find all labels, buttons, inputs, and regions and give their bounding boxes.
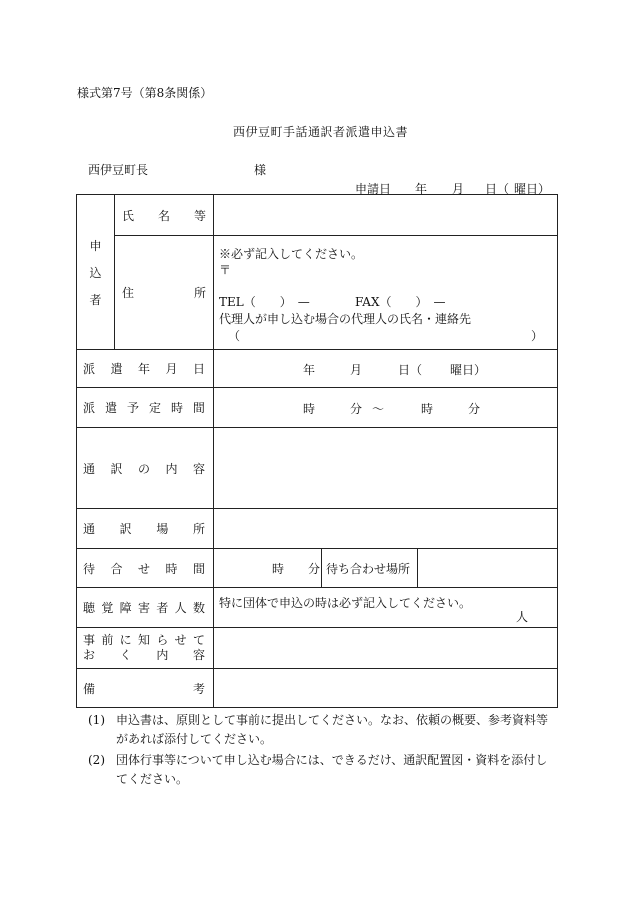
honorific: 様: [254, 163, 267, 177]
meeting-time-label: [77, 549, 214, 588]
prior-char: 前: [101, 633, 114, 647]
dispatch-date-char: 月: [165, 362, 178, 376]
applicant-group-label: [77, 195, 115, 350]
address-input-cell[interactable]: [214, 236, 558, 350]
required-note: ※必ず記入してください。: [219, 247, 364, 261]
form-id: 様式第7号（第8条関係）: [77, 86, 213, 100]
applicant-char: 込: [89, 265, 102, 280]
content-label: [77, 428, 214, 509]
dispatch-time-char: 定: [148, 401, 161, 415]
dispatch-tilde: 〜: [372, 401, 385, 416]
notes: [88, 711, 558, 791]
page-title: 西伊豆町手話通訳者派遣申込書: [233, 125, 409, 139]
meeting-place-label: [322, 549, 418, 588]
prior-char: 事: [83, 633, 96, 647]
name-label-char: 等: [193, 208, 206, 223]
meeting-time-input[interactable]: [214, 549, 322, 588]
prior-char: 内: [156, 648, 169, 662]
address-label-char: 住: [122, 286, 135, 300]
address-label-cell: [115, 236, 214, 350]
proxy-contact-label: 代理人が申し込む場合の代理人の氏名・連絡先: [219, 312, 472, 326]
content-input[interactable]: [214, 428, 558, 509]
dispatch-time-char: 時: [170, 401, 183, 415]
meeting-char: 合: [110, 561, 123, 576]
meeting-hour: 時: [272, 562, 285, 576]
note-number: (2): [88, 753, 105, 767]
place-label: [77, 509, 214, 549]
hearing-count-input[interactable]: [214, 588, 558, 628]
note-number: (1): [88, 713, 105, 727]
meeting-char: 時: [165, 561, 178, 576]
content-char: の: [137, 461, 150, 476]
content-char: 通: [83, 461, 96, 476]
place-input[interactable]: [214, 509, 558, 549]
apply-date-label: 申請日: [355, 182, 392, 196]
dispatch-day: 日（: [398, 362, 423, 377]
hearing-char: 数: [192, 601, 205, 615]
note-text: 申込書は、原則として事前に提出してください。なお、依頼の概要、参考資料等があれば添付してください。: [116, 713, 549, 746]
name-label-cell: [115, 195, 214, 236]
prior-notice-input[interactable]: [214, 628, 558, 669]
note-text: 団体行事等について申し込む場合には、できるだけ、通訳配置図・資料を添付してください。: [116, 753, 548, 786]
remarks-label: [77, 669, 214, 708]
remarks-char: 考: [192, 681, 205, 696]
application-form-table: [76, 194, 558, 708]
applicant-char: 者: [89, 292, 102, 307]
dispatch-date-label: [77, 350, 214, 388]
place-char: 所: [192, 522, 205, 536]
hearing-note: 特に団体で申込の時は必ず記入してください。: [219, 596, 472, 610]
apply-date-year: 年: [415, 182, 428, 196]
meeting-min: 分: [308, 562, 321, 576]
dispatch-time-char: 予: [126, 401, 139, 415]
dispatch-date-char: 派: [83, 362, 96, 376]
remarks-char: 備: [83, 681, 96, 696]
prior-char: 知: [137, 633, 150, 647]
dispatch-time-input[interactable]: [214, 388, 558, 428]
content-char: 内: [165, 461, 178, 476]
dispatch-year: 年: [303, 362, 316, 377]
dispatch-time-char: 遣: [104, 401, 117, 415]
prior-char: ら: [156, 633, 169, 647]
dispatch-month: 月: [350, 362, 363, 377]
dispatch-hour-end: 時: [421, 401, 434, 416]
hearing-char: 人: [174, 601, 187, 615]
applicant-char: 申: [89, 238, 102, 253]
prior-char: お: [83, 648, 96, 662]
prior-char: せ: [174, 633, 187, 647]
address-label-char: 所: [193, 286, 206, 300]
hearing-char: 者: [156, 601, 169, 615]
dispatch-date-char: 日: [192, 362, 205, 376]
name-input-cell[interactable]: [214, 195, 558, 236]
dispatch-min-start: 分: [350, 401, 363, 416]
prior-char: て: [192, 633, 205, 647]
note-item: [88, 711, 558, 749]
place-char: 訳: [119, 522, 132, 536]
dispatch-date-char: 遣: [110, 362, 123, 376]
addressee: 西伊豆町長: [88, 163, 149, 177]
hearing-count-label: [77, 588, 214, 628]
meeting-char: 待: [83, 561, 96, 576]
hearing-char: 障: [119, 601, 132, 615]
proxy-paren-close: ）: [531, 329, 544, 343]
note-item: [88, 751, 558, 789]
dispatch-date-char: 年: [137, 362, 150, 376]
hearing-char: 覚: [101, 601, 114, 615]
prior-char: に: [119, 633, 132, 647]
apply-date-weekday: 曜日）: [514, 182, 551, 196]
prior-char: く: [119, 648, 132, 662]
meeting-char: 間: [192, 561, 205, 576]
dispatch-weekday: 曜日）: [450, 362, 487, 377]
prior-char: 容: [192, 648, 205, 662]
hearing-char: 聴: [83, 601, 96, 615]
content-char: 容: [192, 461, 205, 476]
fax-field: FAX（ ） —: [355, 295, 446, 309]
place-char: 場: [156, 522, 169, 536]
dispatch-time-label: [77, 388, 214, 428]
dispatch-time-char: 間: [192, 401, 205, 415]
hearing-char: 害: [137, 601, 150, 615]
tel-field: TEL（ ） —: [219, 295, 310, 309]
proxy-paren-open: （: [228, 329, 241, 343]
apply-date-day: 日（: [485, 182, 510, 196]
remarks-input[interactable]: [214, 669, 558, 708]
content-char: 訳: [110, 461, 123, 476]
hearing-unit: 人: [516, 610, 529, 624]
meeting-place-input[interactable]: [418, 549, 558, 588]
dispatch-time-char: 派: [83, 401, 96, 415]
name-label-char: 名: [157, 208, 170, 223]
dispatch-min-end: 分: [468, 401, 481, 416]
apply-date-month: 月: [452, 182, 465, 196]
meeting-place-text: 待ち合わせ場所: [326, 561, 411, 576]
dispatch-date-input[interactable]: [214, 350, 558, 388]
prior-notice-label: [77, 628, 214, 669]
meeting-char: せ: [137, 561, 150, 576]
name-label-char: 氏: [122, 208, 135, 223]
place-char: 通: [83, 522, 96, 536]
dispatch-hour-start: 時: [303, 401, 316, 416]
postal-mark: 〒: [219, 263, 232, 277]
